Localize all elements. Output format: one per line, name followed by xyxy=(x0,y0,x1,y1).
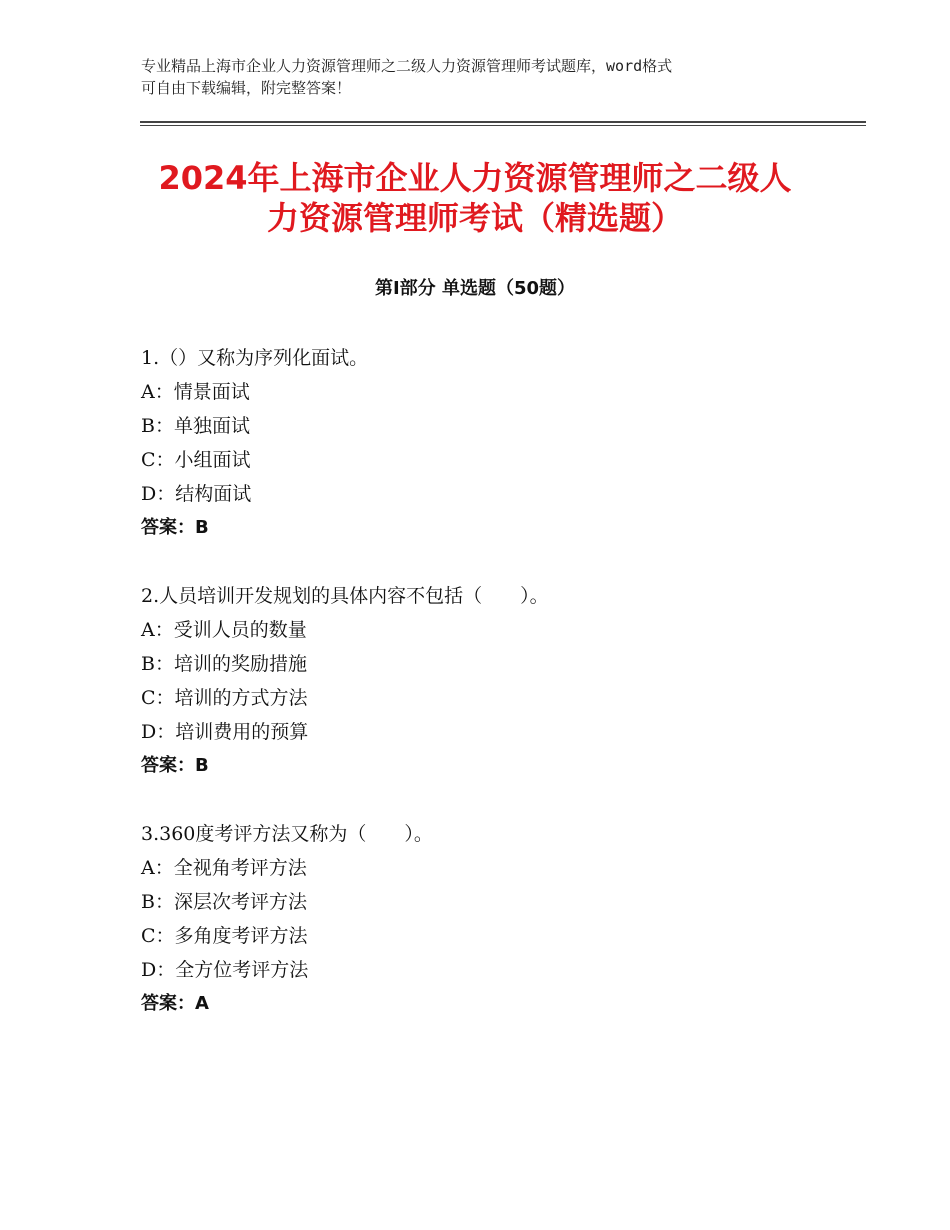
option-d: D：全方位考评方法 xyxy=(141,959,309,981)
header-divider-thin xyxy=(140,125,866,126)
question-2 xyxy=(141,579,861,783)
option-b: B：深层次考评方法 xyxy=(141,891,307,913)
question-3 xyxy=(141,817,861,1021)
option-b: B：培训的奖励措施 xyxy=(141,653,307,675)
option-b: B：单独面试 xyxy=(141,415,250,437)
section-heading: 第Ⅰ部分 单选题（50题） xyxy=(374,278,575,299)
option-d: D：结构面试 xyxy=(141,483,252,505)
option-c: C：小组面试 xyxy=(141,449,251,471)
answer-label: 答案：B xyxy=(141,517,209,538)
question-stem: 2.人员培训开发规划的具体内容不包括（ ）。 xyxy=(141,585,549,607)
question-1 xyxy=(141,341,861,545)
option-a: A：受训人员的数量 xyxy=(141,619,307,641)
header-note-line-2: 可自由下载编辑，附完整答案！ xyxy=(141,79,352,97)
document-title-line-2: 力资源管理师考试（精选题） xyxy=(266,199,683,237)
header-note xyxy=(141,55,821,99)
option-d: D：培训费用的预算 xyxy=(141,721,309,743)
document-title-line-1: 2024年上海市企业人力资源管理师之二级人 xyxy=(158,159,792,197)
header-note-line-1: 专业精品上海市企业人力资源管理师之二级人力资源管理师考试题库，word格式 xyxy=(141,57,673,75)
question-stem: 3.360度考评方法又称为（ ）。 xyxy=(141,823,433,845)
answer-label: 答案：A xyxy=(141,993,209,1014)
option-a: A：情景面试 xyxy=(141,381,250,403)
option-c: C：培训的方式方法 xyxy=(141,687,308,709)
option-a: A：全视角考评方法 xyxy=(141,857,307,879)
question-stem: 1.（）又称为序列化面试。 xyxy=(141,347,369,369)
answer-label: 答案：B xyxy=(141,755,209,776)
document-title xyxy=(110,158,840,238)
option-c: C：多角度考评方法 xyxy=(141,925,308,947)
header-divider-thick xyxy=(140,121,866,123)
question-list xyxy=(141,341,861,1055)
